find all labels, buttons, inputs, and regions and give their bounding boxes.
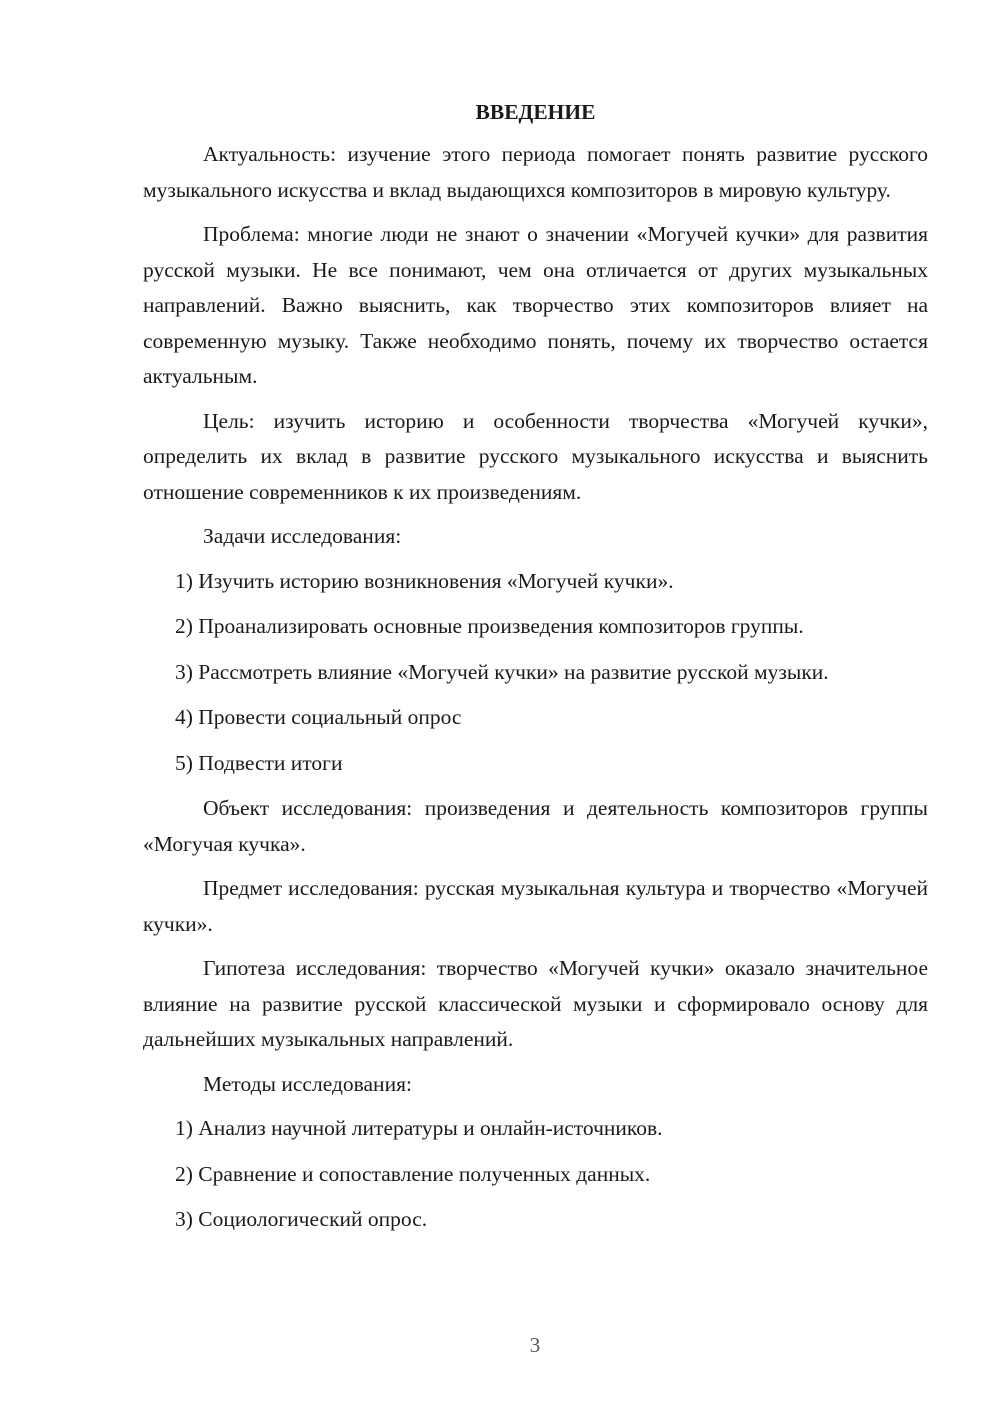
relevance-paragraph: Актуальность: изучение этого периода помогает понять развитие русского музыкального искусства и вклад выдающихся композиторов в мировую культуру. bbox=[143, 142, 928, 202]
task-item: 3) Рассмотреть влияние «Могучей кучки» на развитие русской музыки. bbox=[175, 659, 829, 684]
methods-title: Методы исследования: bbox=[203, 1071, 412, 1096]
task-item: 4) Провести социальный опрос bbox=[175, 705, 462, 729]
goal-paragraph: Цель: изучить историю и особенности творчества «Могучей кучки», определить их вклад в развитие русского музыкального искусства и выяснить отношение современников к их произведениям. bbox=[143, 408, 928, 504]
section-heading: ВВЕДЕНИЕ bbox=[475, 100, 596, 124]
page-number: 3 bbox=[529, 1333, 541, 1357]
task-item: 5) Подвести итоги bbox=[175, 750, 343, 775]
method-item: 2) Сравнение и сопоставление полученных данных. bbox=[175, 1161, 651, 1186]
task-item: 1) Изучить историю возникновения «Могучей кучки». bbox=[175, 568, 674, 593]
methods-list bbox=[143, 1111, 928, 1238]
subject-paragraph: Предмет исследования: русская музыкальная культура и творчество «Могучей кучки». bbox=[143, 876, 928, 936]
tasks-title: Задачи исследования: bbox=[203, 524, 402, 548]
tasks-list bbox=[143, 564, 928, 782]
task-item: 2) Проанализировать основные произведения композиторов группы. bbox=[175, 614, 804, 638]
document-page bbox=[143, 96, 928, 1248]
object-paragraph: Объект исследования: произведения и деятельность композиторов группы «Могучая кучка». bbox=[143, 796, 928, 856]
method-item: 1) Анализ научной литературы и онлайн-источников. bbox=[175, 1116, 663, 1140]
method-item: 3) Социологический опрос. bbox=[175, 1207, 428, 1231]
problem-paragraph: Проблема: многие люди не знают о значении «Могучей кучки» для развития русской музыки. Не все понимают, чем она отличается от других музыкальных направлений. Важно выяснить, как творчество этих композиторов влияет на современную музыку. Также необходимо понять, почему их творчество остается актуальным. bbox=[143, 222, 928, 388]
hypothesis-paragraph: Гипотеза исследования: творчество «Могучей кучки» оказало значительное влияние на развитие русской классической музыки и сформировало основу для дальнейших музыкальных направлений. bbox=[143, 956, 928, 1051]
